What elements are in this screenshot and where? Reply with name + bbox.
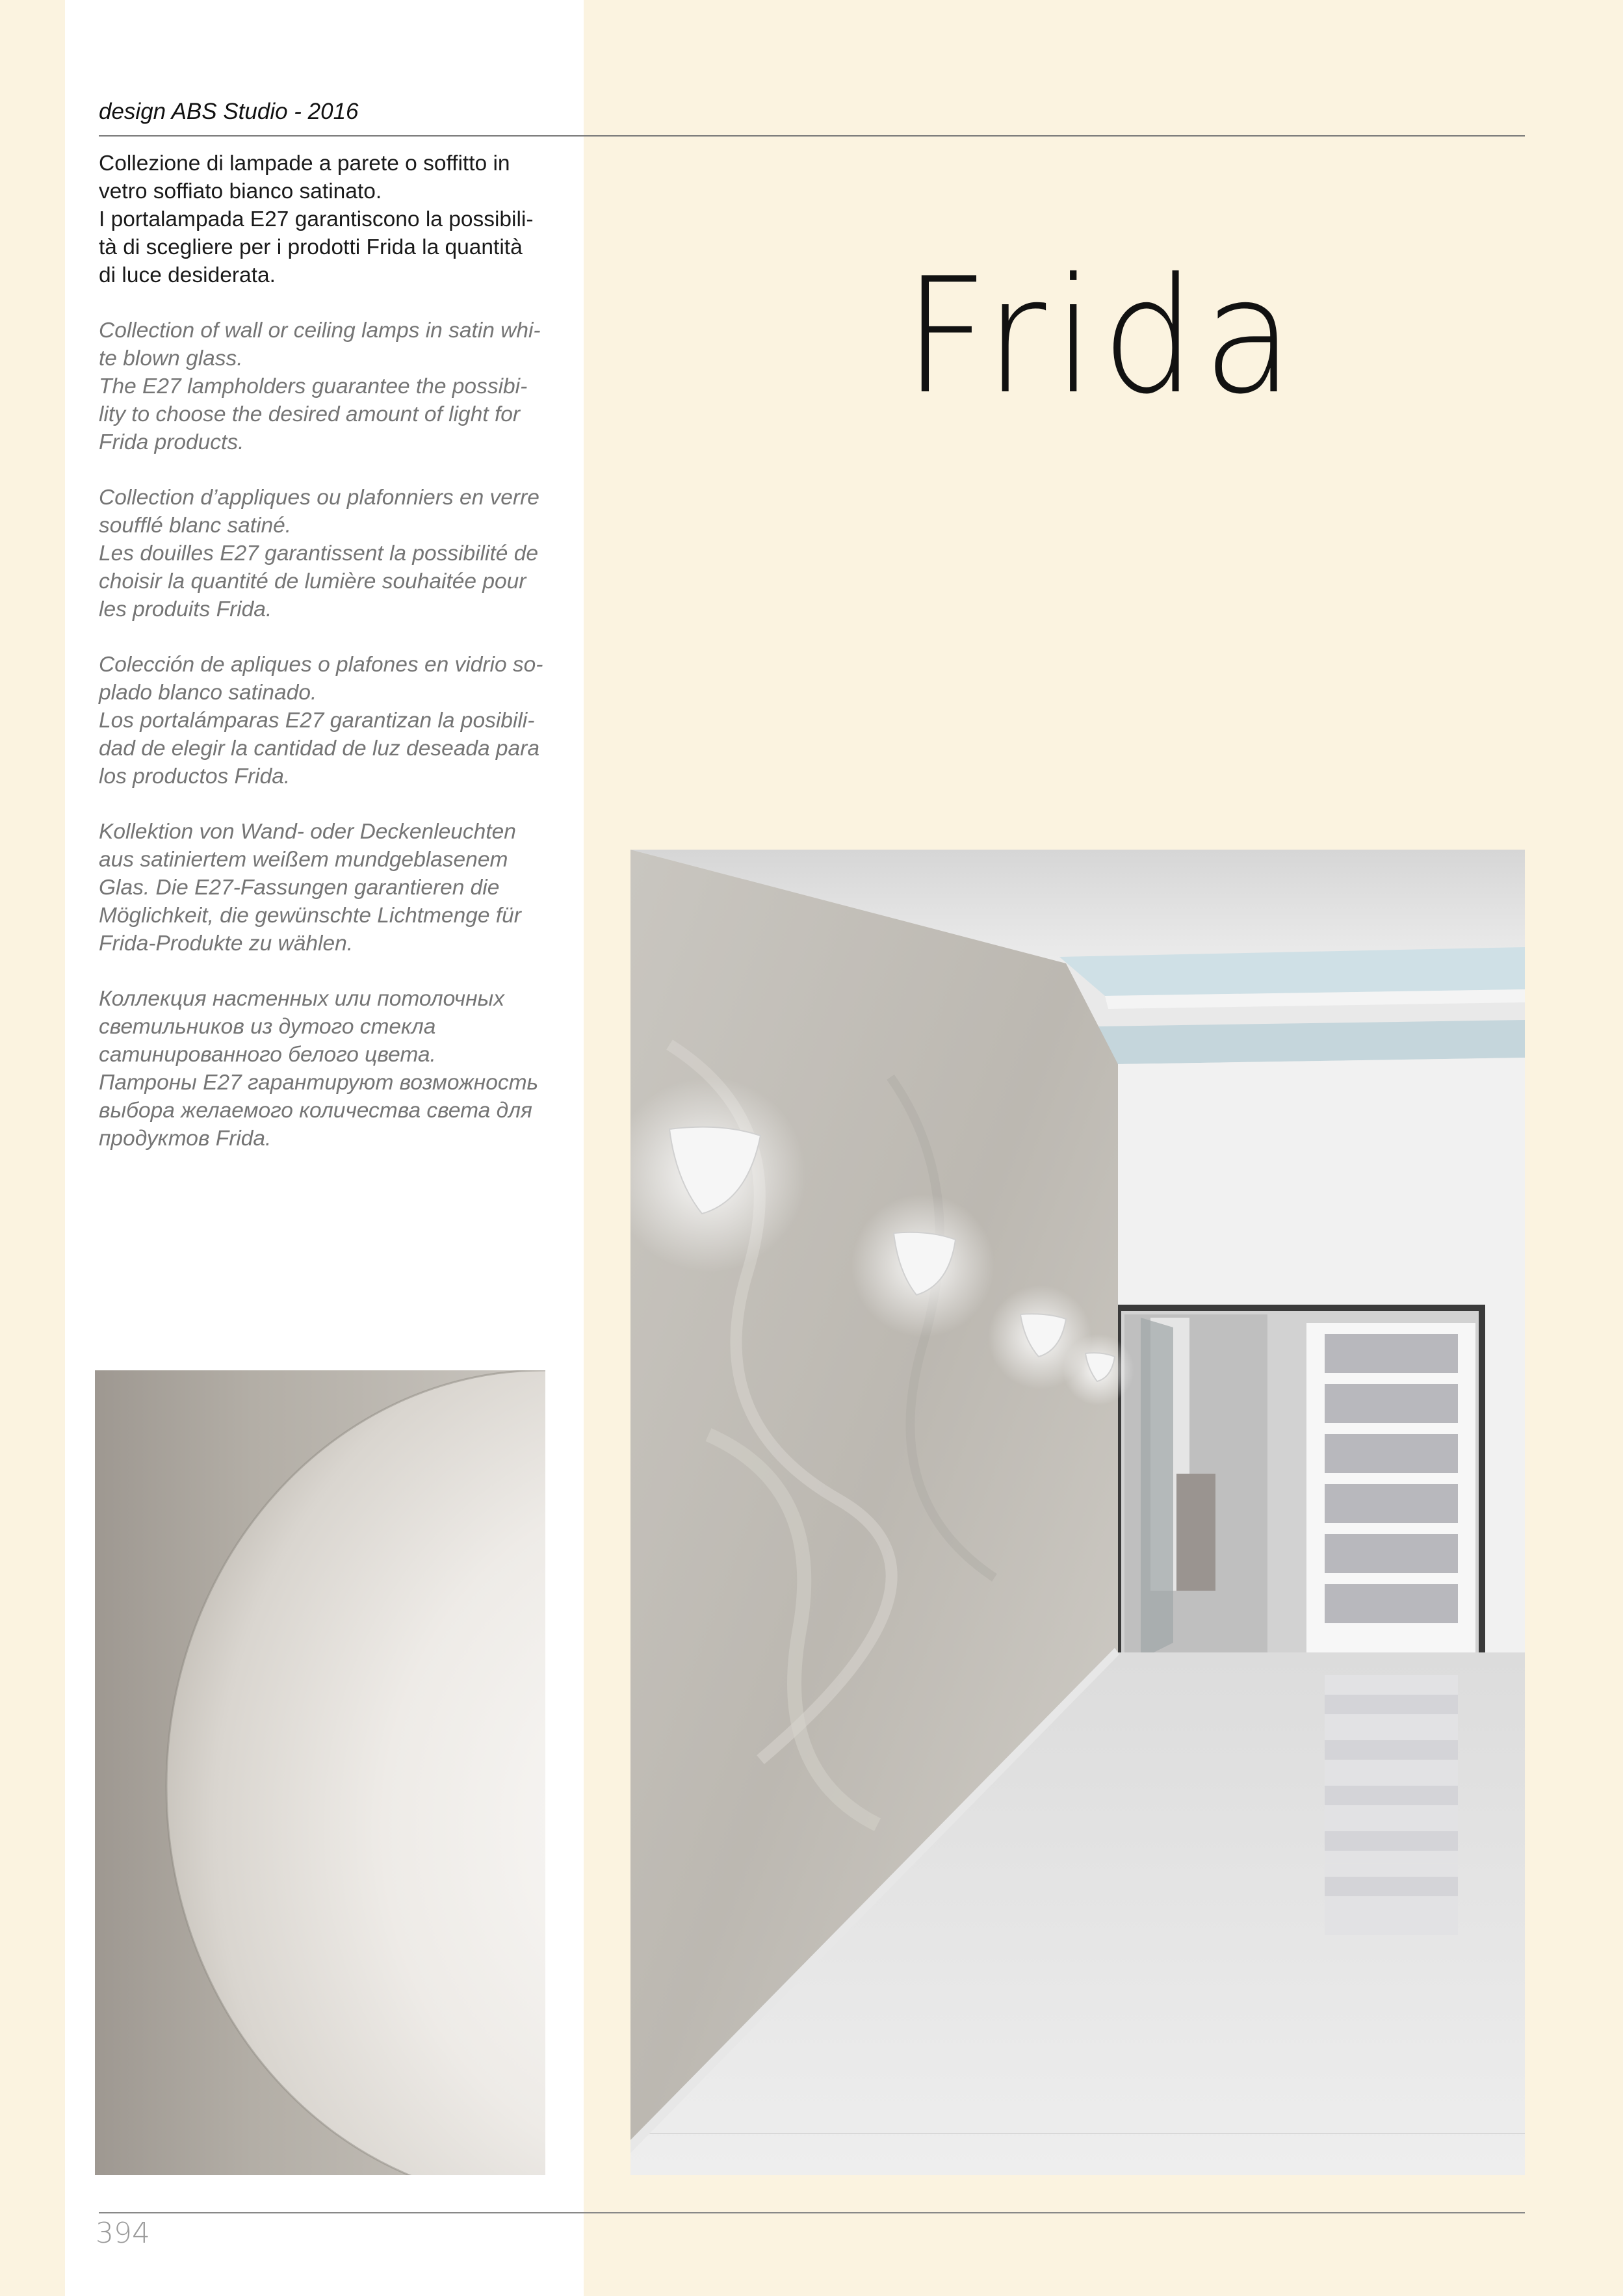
description-line: Glas. Die E27-Fassungen garantieren die [99, 876, 500, 900]
description-line: vetro soffiato bianco satinato. [99, 179, 382, 203]
lamp-closeup-photo [95, 1370, 545, 2175]
description-english [99, 317, 552, 456]
description-line: aus satiniertem weißem mundgeblasenem [99, 848, 508, 872]
description-line: plado blanco satinado. [99, 681, 317, 705]
description-line: tà di scegliere per i prodotti Frida la quantità [99, 235, 523, 259]
description-line: Colección de apliques o plafones en vidrio so- [99, 653, 543, 677]
description-french [99, 484, 552, 623]
description-line: Los portalámparas E27 garantizan la posibili- [99, 709, 535, 733]
description-line: продуктов Frida. [99, 1127, 272, 1151]
description-line: Патроны E27 гарантируют возможность [99, 1071, 539, 1095]
description-italian [99, 150, 552, 289]
description-line: los productos Frida. [99, 764, 291, 789]
description-column [99, 150, 552, 1180]
product-title: Frida [903, 244, 1301, 429]
description-line: Collection d’appliques ou plafonniers en verre [99, 486, 539, 510]
page-number: 394 [96, 2217, 150, 2250]
description-line: Frida-Produkte zu wählen. [99, 932, 354, 956]
description-line: di luce desiderata. [99, 263, 276, 287]
description-line: les produits Frida. [99, 597, 272, 621]
header-divider [99, 135, 1525, 137]
description-line: Frida products. [99, 430, 244, 454]
description-line: Коллекция настенных или потолочных [99, 987, 504, 1011]
description-spanish [99, 651, 552, 790]
description-line: I portalampada E27 garantiscono la possibili- [99, 207, 534, 231]
description-line: светильников из дутого стекла [99, 1015, 436, 1039]
footer-divider [99, 2212, 1525, 2213]
description-line: выбора желаемого количества света для [99, 1099, 532, 1123]
design-credit: design ABS Studio - 2016 [99, 99, 359, 124]
interior-photo [630, 850, 1525, 2175]
description-line: soufflé blanc satiné. [99, 514, 292, 538]
description-line: Les douilles E27 garantissent la possibilité de [99, 541, 539, 566]
description-line: Möglichkeit, die gewünschte Lichtmenge für [99, 904, 521, 928]
description-line: Collezione di lampade a parete o soffitto in [99, 151, 510, 176]
description-line: Kollektion von Wand- oder Deckenleuchten [99, 820, 516, 844]
description-german [99, 818, 552, 958]
description-line: The E27 lampholders guarantee the possibi- [99, 374, 528, 398]
description-line: te blown glass. [99, 346, 243, 371]
description-line: dad de elegir la cantidad de luz deseada para [99, 737, 539, 761]
description-line: choisir la quantité de lumière souhaitée pour [99, 569, 526, 594]
description-line: сатинированного белого цвета. [99, 1043, 436, 1067]
description-line: Collection of wall or ceiling lamps in satin whi- [99, 319, 541, 343]
description-line: lity to choose the desired amount of light for [99, 402, 521, 426]
description-russian [99, 985, 552, 1153]
